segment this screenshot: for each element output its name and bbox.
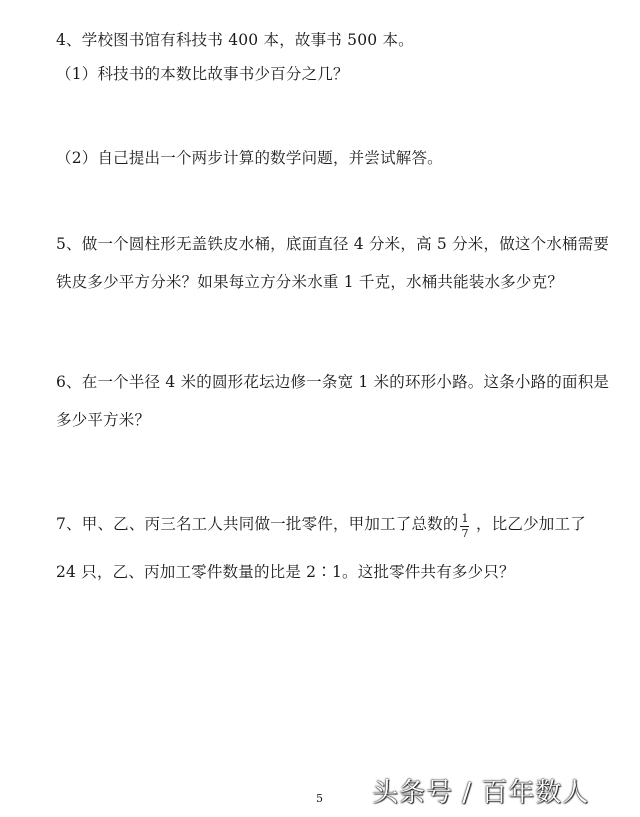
question-6-line-1: 6、在一个半径 4 米的圆形花坛边修一条宽 1 米的环形小路。这条小路的面积是 — [56, 373, 610, 391]
question-4-part-1: （1）科技书的本数比故事书少百分之几？ — [56, 65, 349, 83]
page-number: 5 — [316, 792, 323, 805]
watermark: 头条号 / 百年数人 — [372, 778, 590, 808]
fraction-numerator: 1 — [461, 512, 469, 525]
question-5-line-1: 5、做一个圆柱形无盖铁皮水桶，底面直径 4 分米，高 5 分米，做这个水桶需要 — [56, 235, 610, 253]
question-4-stem: 4、学校图书馆有科技书 400 本，故事书 500 本。 — [56, 31, 414, 49]
question-4-part-2: （2）自己提出一个两步计算的数学问题，并尝试解答。 — [56, 149, 443, 167]
question-7-line-1-after: ，比乙少加工了 — [476, 515, 586, 533]
question-7-line-1-before: 7、甲、乙、丙三名工人共同做一批零件，甲加工了总数的 — [56, 515, 459, 533]
fraction-denominator: 7 — [461, 527, 469, 540]
question-7-line-2: 24 只，乙、丙加工零件数量的比是 2∶1。这批零件共有多少只？ — [56, 563, 515, 581]
question-5-line-2: 铁皮多少平方分米？如果每立方分米水重 1 千克，水桶共能装水多少克？ — [56, 273, 564, 291]
question-6-line-2: 多少平方米？ — [56, 411, 151, 429]
